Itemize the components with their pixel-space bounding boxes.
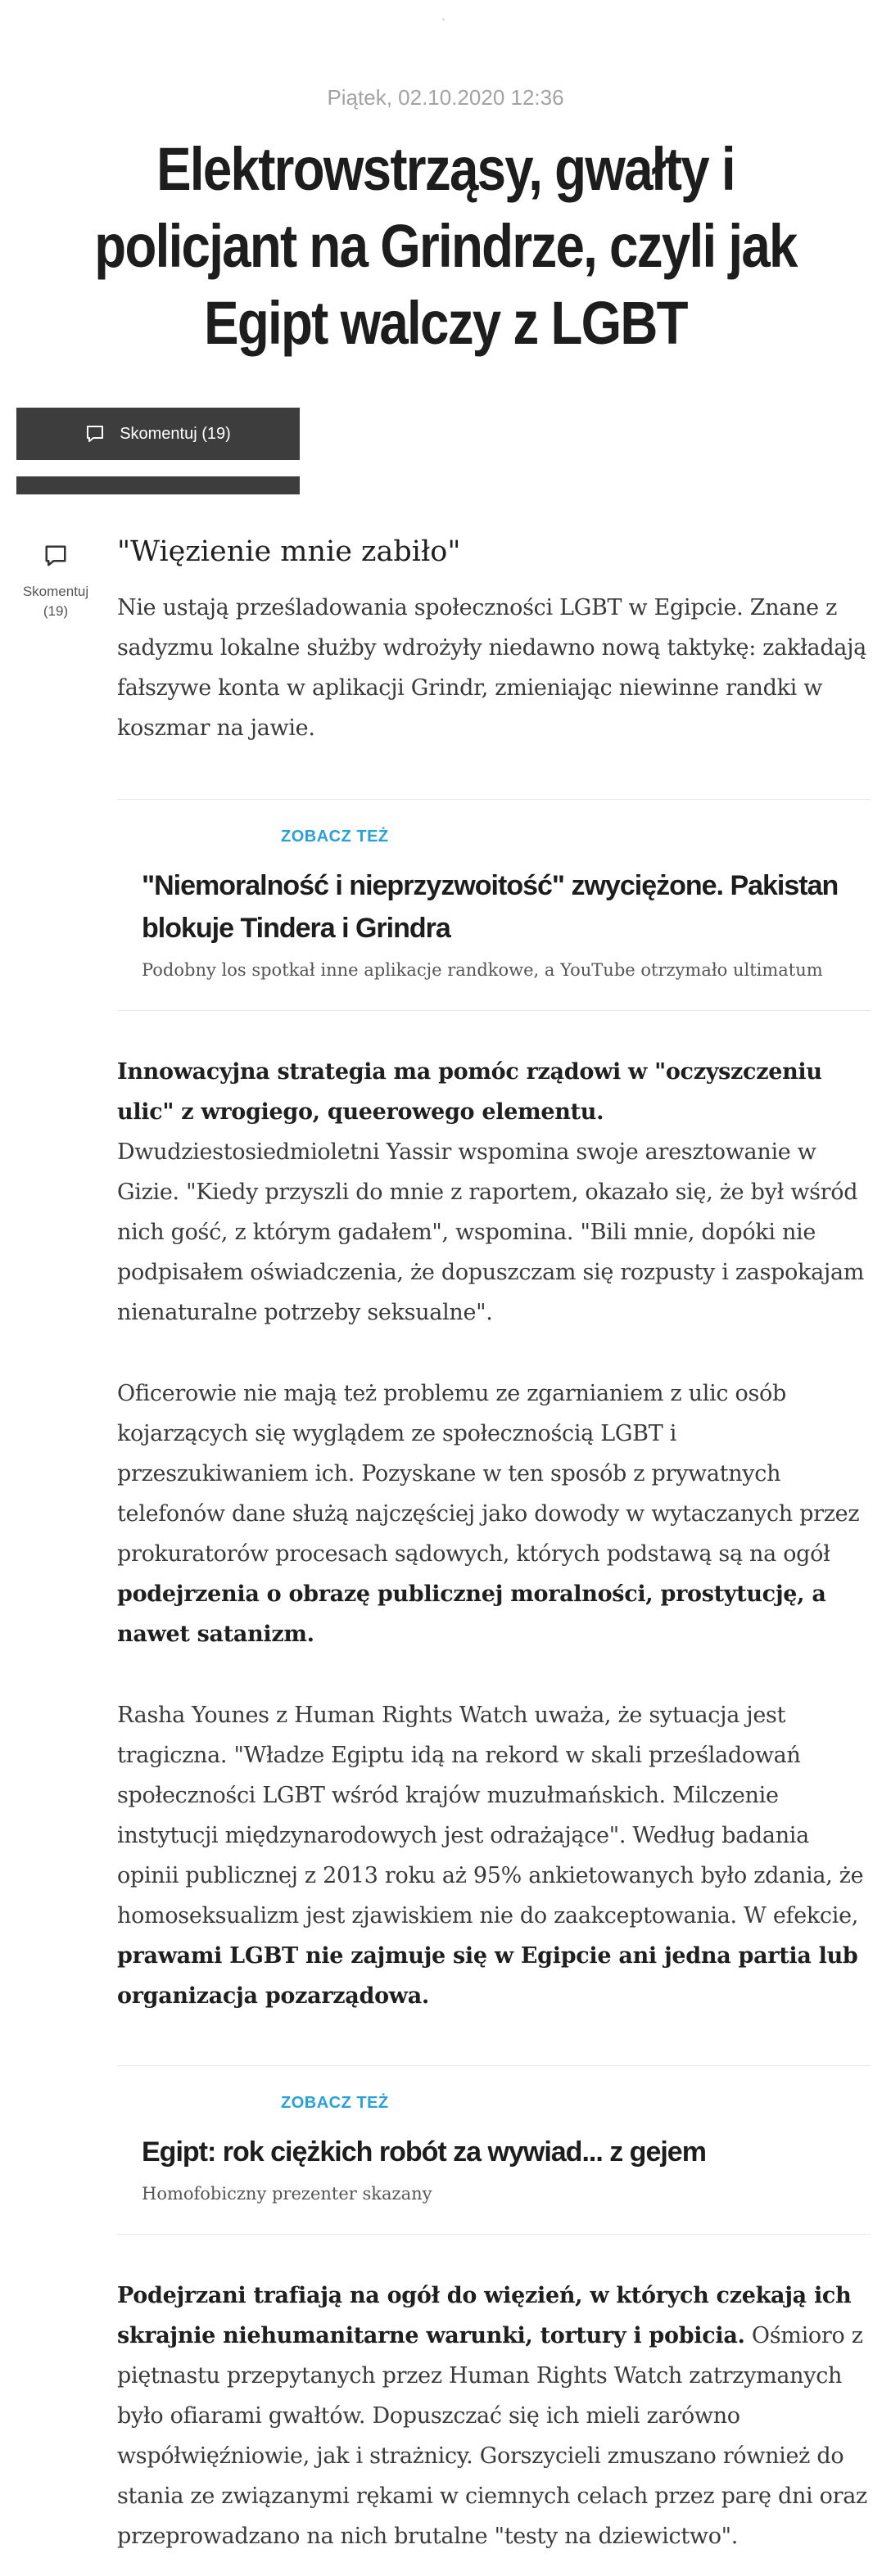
paragraph-emphasis: Podejrzani trafiają na ogół do więzień, w których czekają ich skrajnie niehumanitarne warunki, tortury i pobicia. bbox=[117, 2283, 852, 2348]
top-dot-decoration bbox=[442, 18, 445, 20]
article-body bbox=[117, 532, 871, 2556]
see-also-title[interactable] bbox=[142, 2131, 871, 2173]
paragraph-emphasis: prawami LGBT nie zajmuje się w Egipcie ani jedna partia lub organizacja pozarządowa. bbox=[117, 1943, 858, 2009]
article-paragraph bbox=[117, 2276, 871, 2556]
article-paragraph bbox=[117, 1695, 871, 2016]
paragraph-emphasis: podejrzenia o obrazę publicznej moralności, prostytucję, a nawet satanizm. bbox=[117, 1581, 826, 1647]
paragraph-emphasis: Innowacyjna strategia ma pomóc rządowi w "oczyszczeniu ulic" z wrogiego, queerowego elementu. bbox=[117, 1059, 822, 1125]
publication-date: Piątek, 02.10.2020 12:36 bbox=[327, 85, 564, 110]
paragraph-text: Dwudziestosiedmioletni Yassir wspomina swoje aresztowanie w Gizie. "Kiedy przyszli do mnie z raportem, okazało się, że był wśród nich gość, z którym gadałem", wspomina. "Bili mnie, dopóki nie podpisałem oświadczenia, że dopuszczam się rozpusty i zaspokajam nienaturalne potrzeby seksualne". bbox=[117, 1139, 865, 1325]
article-lead: Nie ustają prześladowania społeczności LGBT w Egipcie. Znane z sadyzmu lokalne służby wdrożyły niedawno nową taktykę: zakładają fałszywe konta w aplikacji Grindr, zmieniając niewinne randki w koszmar na jawie. bbox=[117, 595, 866, 741]
article-paragraph bbox=[117, 1052, 871, 1333]
article-subheading: "Więzienie mnie zabiło" bbox=[117, 535, 461, 568]
see-also-link[interactable]: Egipt: rok ciężkich robót za wywiad... z gejem bbox=[142, 2136, 706, 2168]
article-title: Elektrowstrząsy, gwałty i policjant na Grindrze, czyli jak Egipt walczy z LGBT bbox=[94, 135, 797, 357]
see-also-label: ZOBACZ TEŻ bbox=[281, 828, 389, 846]
see-also-description: Podobny los spotkał inne aplikacje randkowe, a YouTube otrzymało ultimatum bbox=[142, 960, 823, 980]
secondary-bar bbox=[16, 476, 300, 494]
see-also-box bbox=[117, 2065, 871, 2235]
see-also-box bbox=[117, 799, 871, 1011]
comment-button-label: Skomentuj (19) bbox=[120, 424, 231, 443]
comment-icon bbox=[85, 424, 105, 444]
paragraph-text: Ośmioro z piętnastu przepytanych przez Human Rights Watch zatrzymanych było ofiarami gwałtów. Dopuszczać się ich mieli zarówno współwięźniowie, jak i strażnicy. Gorszycieli zmuszano również do stania ze związanymi rękami w ciemnych celach przez parę dni oraz przeprowadzano na nich brutalne "testy na dziewictwo". bbox=[117, 2323, 867, 2549]
see-also-link[interactable]: "Niemoralność i nieprzyzwoitość" zwyciężone. Pakistan blokuje Tindera i Grindra bbox=[142, 870, 839, 944]
paragraph-text: Oficerowie nie mają też problemu ze zgarnianiem z ulic osób kojarzących się wyglądem ze społecznością LGBT i przeszukiwaniem ich. Pozyskane w ten sposób z prywatnych telefonów dane służą najczęściej jako dowody w wytaczanych przez prokuratorów procesach sądowych, których podstawą są na ogół bbox=[117, 1381, 860, 1567]
sidebar-comment-count: (19) bbox=[43, 603, 69, 619]
paragraph-text: Rasha Younes z Human Rights Watch uważa, że sytuacja jest tragiczna. "Władze Egiptu idą na rekord w skali prześladowań społeczności LGBT wśród krajów muzułmańskich. Milczenie instytucji międzynarodowych jest odrażające". Według badania opinii publicznej z 2013 roku aż 95% ankietowanych było zdania, że homoseksualizm jest zjawiskiem nie do zaakceptowania. W efekcie, bbox=[117, 1703, 864, 1929]
article-paragraph bbox=[117, 1374, 871, 1654]
see-also-title[interactable] bbox=[142, 864, 871, 950]
comment-button[interactable] bbox=[16, 408, 300, 460]
see-also-label: ZOBACZ TEŻ bbox=[281, 2094, 389, 2112]
comment-icon bbox=[18, 544, 93, 574]
sidebar-comment-link[interactable] bbox=[18, 544, 93, 621]
sidebar-comment-label: Skomentuj bbox=[22, 584, 89, 599]
see-also-description: Homofobiczny prezenter skazany bbox=[142, 2184, 432, 2204]
